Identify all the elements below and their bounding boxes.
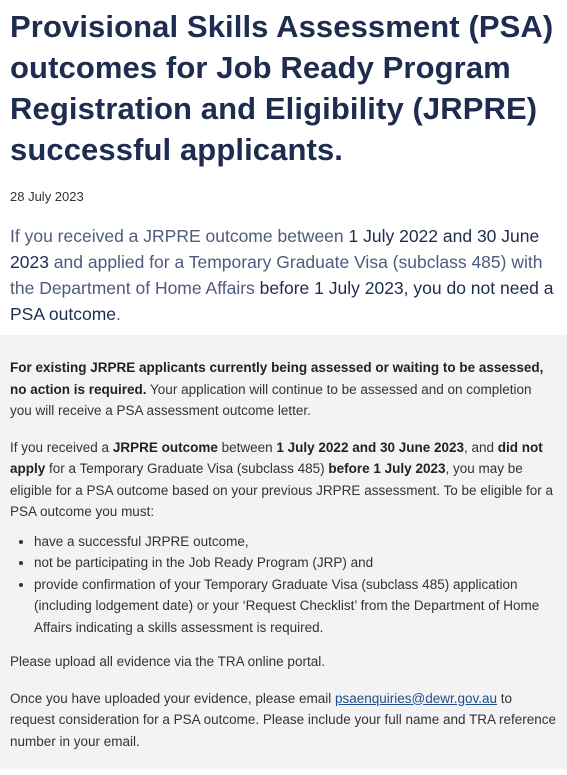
bold-text: did not apply [10, 439, 543, 476]
contact-paragraph [10, 688, 557, 753]
bold-text: JRPRE outcome [112, 439, 218, 455]
page-title: Provisional Skills Assessment (PSA) outcomes for Job Ready Program Registration and Eligibility (JRPRE) successful applicants. [10, 9, 554, 167]
body-text: for a Temporary Graduate Visa (subclass 485) [45, 461, 329, 476]
lead-text: If you received a JRPRE outcome between [10, 226, 349, 246]
body-text: , and [464, 439, 498, 455]
body-text: between [217, 439, 277, 455]
lead-emphasis: before 1 July 2023, you do not need a PSA outcome [10, 278, 554, 324]
article-header [0, 6, 567, 327]
list-item: • not be participating in the Job Ready Program (JRP) and [34, 552, 557, 574]
lead-text: and applied for a Temporary Graduate Visa (subclass 485) with the Department of Home Affairs [10, 252, 543, 298]
eligibility-paragraph [10, 437, 557, 523]
list-item: • provide confirmation of your Temporary Graduate Visa (subclass 485) application (including lodgement date) or your ‘Request Checklist’ from the Department of Home Affairs indicating a skills assessment is required. [34, 574, 557, 639]
body-text: Your application will continue to be assessed and on completion you will receive a PSA assessment outcome letter. [10, 381, 532, 418]
existing-applicants-paragraph [10, 357, 557, 422]
bold-text: For existing JRPRE applicants currently being assessed or waiting to be assessed, no action is required. [10, 360, 544, 397]
upload-paragraph: Please upload all evidence via the TRA online portal. [10, 654, 325, 669]
lead-emphasis: 1 July 2022 and 30 June 2023 [10, 226, 540, 272]
publish-date: 28 July 2023 [10, 189, 84, 204]
list-item: • have a successful JRPRE outcome, [34, 531, 557, 553]
bold-text: 1 July 2022 and 30 June 2023 [276, 439, 465, 455]
requirements-list [10, 531, 557, 639]
body-text: to request consideration for a PSA outcome. Please include your full name and TRA reference number in your email. [10, 690, 557, 749]
info-panel [0, 335, 567, 769]
lead-text: . [116, 304, 121, 324]
body-text: If you received a [10, 439, 113, 455]
bold-text: before 1 July 2023 [328, 461, 446, 476]
body-text: , you may be eligible for a PSA outcome based on your previous JRPRE assessment. To be eligible for a PSA outcome you must: [10, 461, 554, 519]
body-text: Once you have uploaded your evidence, please email [10, 690, 335, 706]
lead-paragraph [10, 223, 557, 327]
email-link[interactable]: psaenquiries@dewr.gov.au [334, 690, 498, 706]
